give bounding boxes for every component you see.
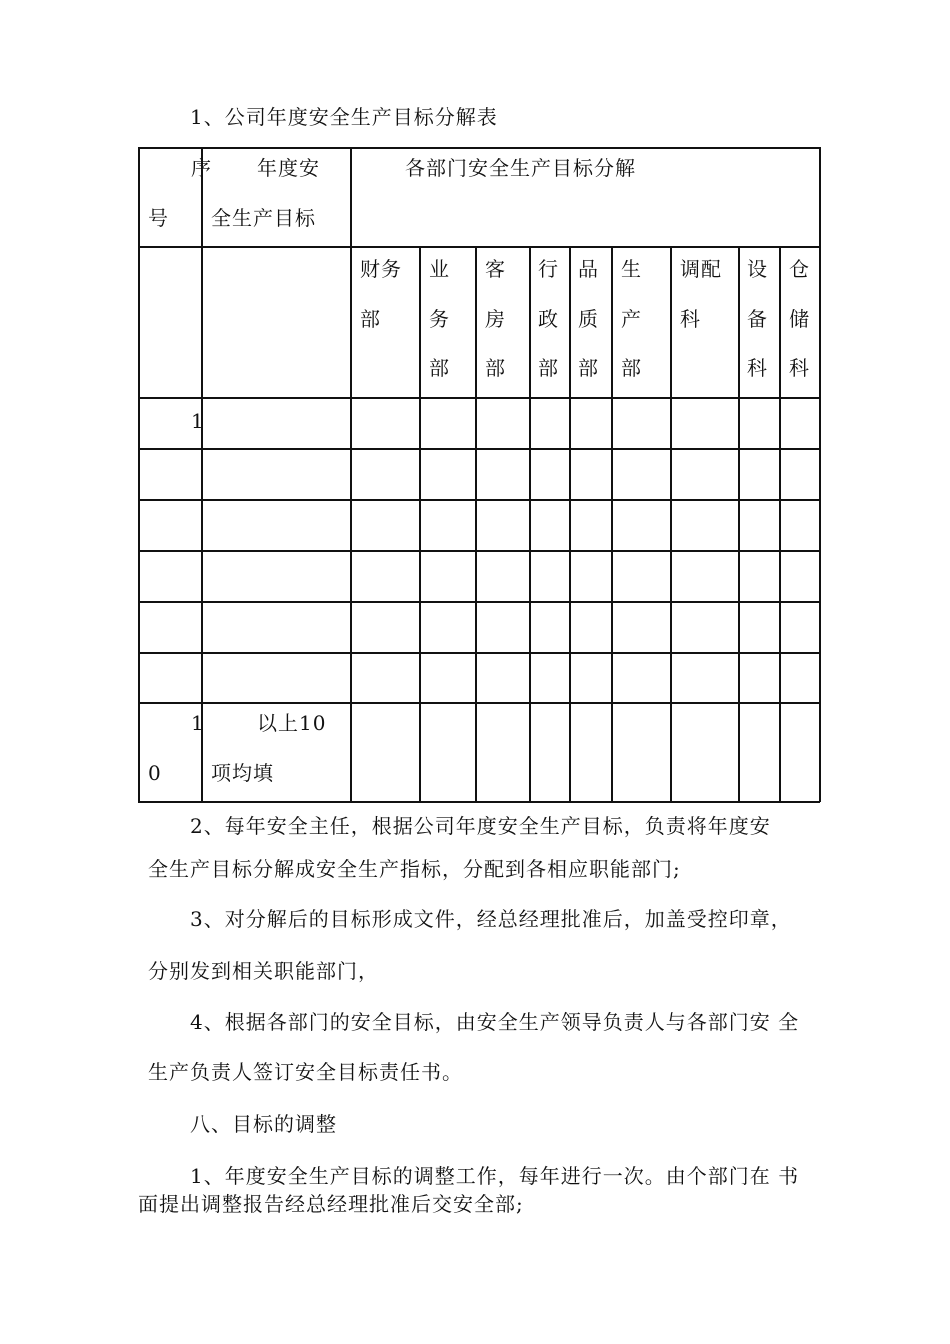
row-10-goal-bottom: 项均填	[211, 761, 274, 785]
dept-production-l2: 产	[621, 307, 642, 331]
table-border-top	[138, 147, 820, 149]
dept-quality-l3: 部	[578, 356, 599, 380]
dept-business-l2: 务	[429, 307, 450, 331]
table-border-right	[819, 147, 821, 802]
table-row-divider	[138, 702, 820, 704]
paragraph-2-line-2: 全生产目标分解成安全生产指标，分配到各相应职能部门;	[148, 857, 681, 881]
table-border-bottom	[138, 801, 820, 803]
dept-storage-l3: 科	[789, 356, 810, 380]
paragraph-2-line-1: 2、每年安全主任，根据公司年度安全生产目标，负责将年度安	[190, 814, 771, 838]
dept-production-l1: 生	[621, 257, 642, 281]
table-col-divider	[350, 147, 352, 802]
dept-business-l3: 部	[429, 356, 450, 380]
paragraph-8-1-line-1: 1、年度安全生产目标的调整工作，每年进行一次。由个部门在 书	[190, 1164, 800, 1188]
dept-blending-l1: 调配	[680, 257, 722, 281]
header-goal-top: 年度安	[257, 156, 320, 180]
table-row-divider	[138, 246, 820, 248]
dept-finance-l2: 部	[360, 307, 381, 331]
table-col-divider	[670, 246, 672, 802]
paragraph-3-line-1: 3、对分解后的目标形成文件，经总经理批准后，加盖受控印章，	[190, 907, 792, 931]
table-heading: 1、公司年度安全生产目标分解表	[190, 105, 498, 129]
dept-quality-l2: 质	[578, 307, 599, 331]
dept-rooms-l3: 部	[485, 356, 506, 380]
header-goal-bottom: 全生产目标	[211, 206, 316, 230]
header-seq-top: 序	[191, 156, 212, 180]
header-seq-bottom: 号	[148, 206, 169, 230]
dept-rooms-l2: 房	[485, 307, 506, 331]
dept-equipment-l2: 备	[747, 307, 768, 331]
dept-storage-l2: 储	[789, 307, 810, 331]
row-10-goal-top: 以上10	[257, 711, 327, 735]
table-row-divider	[138, 652, 820, 654]
table-col-divider	[201, 147, 203, 802]
dept-equipment-l3: 科	[747, 356, 768, 380]
dept-production-l3: 部	[621, 356, 642, 380]
table-col-divider	[611, 246, 613, 802]
table-row-divider	[138, 397, 820, 399]
dept-business-l1: 业	[429, 257, 450, 281]
dept-quality-l1: 品	[578, 257, 599, 281]
table-col-divider	[475, 246, 477, 802]
table-col-divider	[779, 246, 781, 802]
table-col-divider	[529, 246, 531, 802]
dept-admin-l3: 部	[538, 356, 559, 380]
dept-admin-l2: 政	[538, 307, 559, 331]
table-row-divider	[138, 550, 820, 552]
table-col-divider	[738, 246, 740, 802]
paragraph-8-1-line-2: 面提出调整报告经总经理批准后交安全部;	[138, 1192, 524, 1216]
table-col-divider	[419, 246, 421, 802]
table-border-left	[138, 147, 140, 802]
section-8-heading: 八、目标的调整	[190, 1112, 337, 1136]
row-10-seq-top: 1	[191, 711, 205, 735]
row-1-seq: 1	[191, 409, 205, 433]
table-col-divider	[569, 246, 571, 802]
paragraph-4-line-1: 4、根据各部门的安全目标，由安全生产领导负责人与各部门安 全	[190, 1010, 800, 1034]
dept-admin-l1: 行	[538, 257, 559, 281]
table-row-divider	[138, 499, 820, 501]
dept-finance-l1: 财务	[360, 257, 402, 281]
dept-storage-l1: 仓	[789, 257, 810, 281]
table-row-divider	[138, 448, 820, 450]
paragraph-4-line-2: 生产负责人签订安全目标责任书。	[148, 1060, 463, 1084]
header-department-group: 各部门安全生产目标分解	[405, 156, 636, 180]
table-row-divider	[138, 601, 820, 603]
dept-blending-l2: 科	[680, 307, 701, 331]
dept-rooms-l1: 客	[485, 257, 506, 281]
dept-equipment-l1: 设	[747, 257, 768, 281]
paragraph-3-line-2: 分别发到相关职能部门，	[148, 959, 379, 983]
row-10-seq-bottom: 0	[148, 761, 162, 785]
